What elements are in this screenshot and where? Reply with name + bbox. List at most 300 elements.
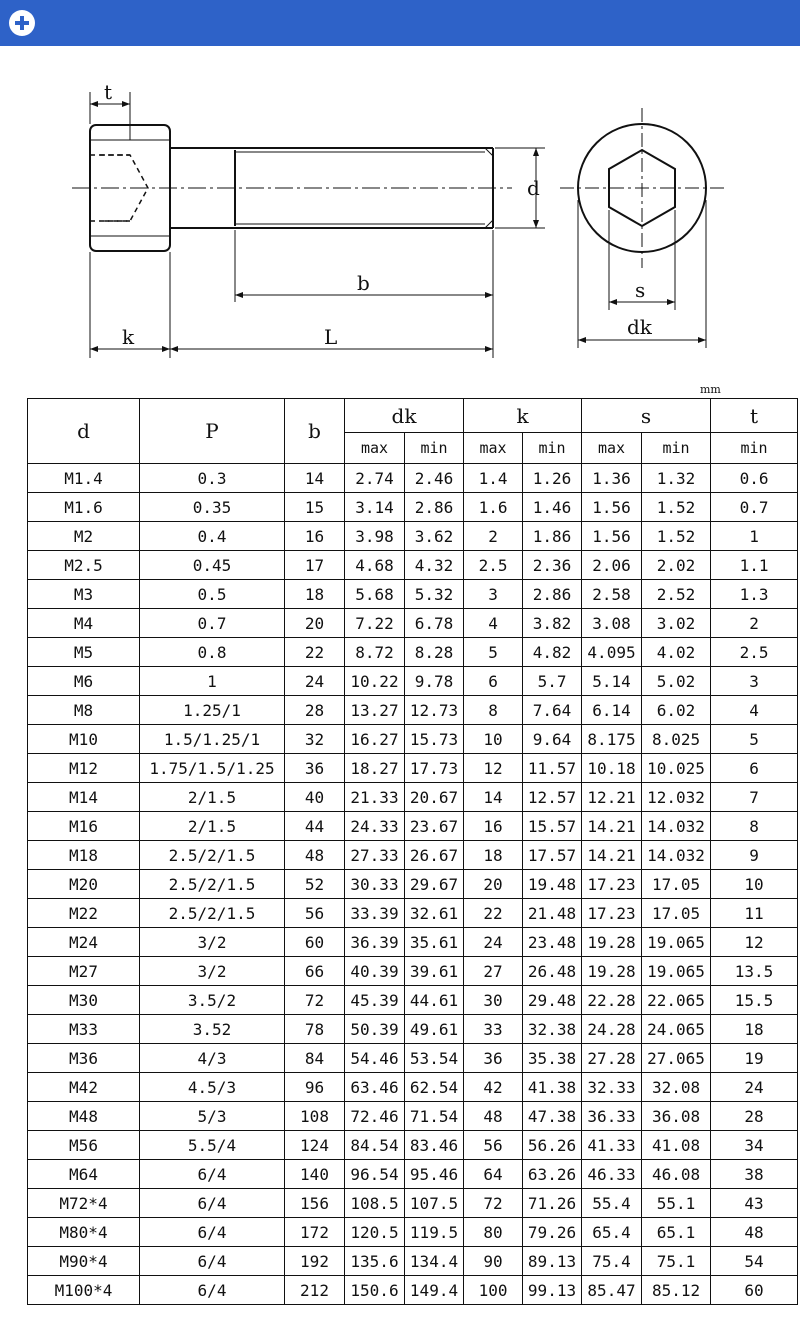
table-cell: 5	[711, 725, 798, 754]
table-cell: 1.25/1	[140, 696, 285, 725]
table-cell: 50.39	[345, 1015, 405, 1044]
table-cell: 156	[285, 1189, 345, 1218]
table-cell: 2.02	[642, 551, 711, 580]
table-cell: 26.48	[523, 957, 582, 986]
table-row	[28, 522, 798, 551]
table-cell: 39.61	[405, 957, 464, 986]
table-cell: 0.35	[140, 493, 285, 522]
table-cell: M12	[28, 754, 140, 783]
table-cell: 27.33	[345, 841, 405, 870]
table-cell: 6	[464, 667, 523, 696]
table-cell: 27.065	[642, 1044, 711, 1073]
header-t-min: min	[711, 433, 798, 464]
table-cell: 14.032	[642, 841, 711, 870]
table-row	[28, 464, 798, 493]
header-k-max: max	[464, 433, 523, 464]
table-cell: 10.025	[642, 754, 711, 783]
table-cell: 21.33	[345, 783, 405, 812]
table-row	[28, 1247, 798, 1276]
table-cell: 12	[464, 754, 523, 783]
table-cell: 30	[464, 986, 523, 1015]
table-cell: 2.86	[523, 580, 582, 609]
table-cell: M1.6	[28, 493, 140, 522]
table-cell: 5.32	[405, 580, 464, 609]
table-cell: 46.08	[642, 1160, 711, 1189]
table-cell: 2/1.5	[140, 812, 285, 841]
table-row	[28, 1044, 798, 1073]
table-row	[28, 696, 798, 725]
table-cell: 34	[711, 1131, 798, 1160]
table-cell: 19.48	[523, 870, 582, 899]
table-cell: 8.025	[642, 725, 711, 754]
table-cell: 120.5	[345, 1218, 405, 1247]
label-s: s	[635, 278, 646, 302]
table-cell: 14.21	[582, 841, 642, 870]
table-cell: 99.13	[523, 1276, 582, 1305]
table-cell: 23.48	[523, 928, 582, 957]
table-cell: 0.4	[140, 522, 285, 551]
table-cell: 44.61	[405, 986, 464, 1015]
table-cell: 19.28	[582, 928, 642, 957]
label-t: t	[104, 80, 113, 104]
table-cell: 1.1	[711, 551, 798, 580]
table-cell: 3/2	[140, 928, 285, 957]
table-cell: 72	[464, 1189, 523, 1218]
table-cell: 24	[285, 667, 345, 696]
table-cell: 90	[464, 1247, 523, 1276]
table-cell: 2.5	[711, 638, 798, 667]
table-cell: 0.7	[140, 609, 285, 638]
table-cell: 28	[711, 1102, 798, 1131]
table-cell: M42	[28, 1073, 140, 1102]
table-cell: 8.175	[582, 725, 642, 754]
table-cell: 1	[711, 522, 798, 551]
table-cell: 2.5/2/1.5	[140, 841, 285, 870]
table-cell: 1.56	[582, 522, 642, 551]
table-cell: 36.08	[642, 1102, 711, 1131]
table-cell: 18.27	[345, 754, 405, 783]
table-cell: 22.28	[582, 986, 642, 1015]
table-row	[28, 1218, 798, 1247]
table-cell: 22	[464, 899, 523, 928]
table-cell: 6.14	[582, 696, 642, 725]
header-s-max: max	[582, 433, 642, 464]
table-cell: 6.78	[405, 609, 464, 638]
table-cell: 4.32	[405, 551, 464, 580]
label-dk: dk	[627, 315, 652, 339]
table-cell: 2.36	[523, 551, 582, 580]
table-cell: M14	[28, 783, 140, 812]
table-cell: 6/4	[140, 1276, 285, 1305]
table-cell: M48	[28, 1102, 140, 1131]
table-cell: 119.5	[405, 1218, 464, 1247]
table-cell: 134.4	[405, 1247, 464, 1276]
table-row	[28, 957, 798, 986]
table-cell: 54	[711, 1247, 798, 1276]
table-cell: 6/4	[140, 1247, 285, 1276]
table-cell: 89.13	[523, 1247, 582, 1276]
table-cell: M10	[28, 725, 140, 754]
table-cell: 5.5/4	[140, 1131, 285, 1160]
table-cell: 3.98	[345, 522, 405, 551]
table-cell: 12	[711, 928, 798, 957]
label-L: L	[324, 325, 338, 349]
table-cell: 63.26	[523, 1160, 582, 1189]
table-cell: 78	[285, 1015, 345, 1044]
table-cell: 3.02	[642, 609, 711, 638]
table-cell: 14	[285, 464, 345, 493]
table-cell: 29.48	[523, 986, 582, 1015]
table-cell: 60	[285, 928, 345, 957]
table-cell: 45.39	[345, 986, 405, 1015]
table-cell: 41.33	[582, 1131, 642, 1160]
table-cell: 212	[285, 1276, 345, 1305]
table-cell: 6/4	[140, 1160, 285, 1189]
table-cell: 1.52	[642, 522, 711, 551]
table-cell: 17	[285, 551, 345, 580]
table-cell: 7	[711, 783, 798, 812]
table-cell: 15	[285, 493, 345, 522]
table-cell: 3/2	[140, 957, 285, 986]
table-cell: 107.5	[405, 1189, 464, 1218]
table-cell: 65.4	[582, 1218, 642, 1247]
table-cell: 6/4	[140, 1218, 285, 1247]
table-row	[28, 725, 798, 754]
header-s-min: min	[642, 433, 711, 464]
table-row	[28, 1073, 798, 1102]
table-cell: 41.08	[642, 1131, 711, 1160]
table-cell: 1.5/1.25/1	[140, 725, 285, 754]
table-row	[28, 1015, 798, 1044]
table-cell: 11.57	[523, 754, 582, 783]
header-k: k	[464, 399, 582, 433]
table-cell: 11	[711, 899, 798, 928]
table-cell: 2.52	[642, 580, 711, 609]
table-cell: 13.27	[345, 696, 405, 725]
table-cell: 3	[464, 580, 523, 609]
table-cell: 4/3	[140, 1044, 285, 1073]
table-cell: 2.06	[582, 551, 642, 580]
table-cell: 21.48	[523, 899, 582, 928]
table-cell: 36	[285, 754, 345, 783]
table-cell: 65.1	[642, 1218, 711, 1247]
table-cell: 8.28	[405, 638, 464, 667]
table-cell: 19.065	[642, 928, 711, 957]
header-b: b	[285, 399, 345, 464]
table-cell: 2.86	[405, 493, 464, 522]
table-cell: M24	[28, 928, 140, 957]
table-cell: 32	[285, 725, 345, 754]
table-cell: M33	[28, 1015, 140, 1044]
table-cell: 49.61	[405, 1015, 464, 1044]
table-cell: M2.5	[28, 551, 140, 580]
table-cell: 36	[464, 1044, 523, 1073]
table-cell: 24	[711, 1073, 798, 1102]
table-cell: 47.38	[523, 1102, 582, 1131]
table-cell: 28	[285, 696, 345, 725]
table-cell: 48	[285, 841, 345, 870]
header-dk: dk	[345, 399, 464, 433]
table-cell: 5.7	[523, 667, 582, 696]
table-cell: 2	[711, 609, 798, 638]
table-cell: 48	[711, 1218, 798, 1247]
label-k: k	[122, 325, 135, 349]
table-cell: 4.5/3	[140, 1073, 285, 1102]
table-cell: 72.46	[345, 1102, 405, 1131]
table-cell: 4.095	[582, 638, 642, 667]
table-cell: M20	[28, 870, 140, 899]
table-cell: 18	[464, 841, 523, 870]
table-cell: 14.21	[582, 812, 642, 841]
table-cell: 3.5/2	[140, 986, 285, 1015]
table-row	[28, 870, 798, 899]
table-cell: 48	[464, 1102, 523, 1131]
table-cell: 5	[464, 638, 523, 667]
table-cell: 1.46	[523, 493, 582, 522]
table-cell: 36.39	[345, 928, 405, 957]
table-row	[28, 986, 798, 1015]
table-cell: 12.57	[523, 783, 582, 812]
table-cell: 33	[464, 1015, 523, 1044]
table-cell: 1.75/1.5/1.25	[140, 754, 285, 783]
unit-label: mm	[700, 383, 721, 396]
table-cell: M4	[28, 609, 140, 638]
table-cell: 84.54	[345, 1131, 405, 1160]
table-cell: 12.73	[405, 696, 464, 725]
table-cell: M3	[28, 580, 140, 609]
table-cell: 2.5/2/1.5	[140, 899, 285, 928]
table-cell: 17.57	[523, 841, 582, 870]
plus-circle-icon[interactable]	[9, 10, 35, 36]
table-cell: 1.6	[464, 493, 523, 522]
table-cell: M36	[28, 1044, 140, 1073]
table-cell: 32.33	[582, 1073, 642, 1102]
table-cell: 2.74	[345, 464, 405, 493]
table-cell: 0.6	[711, 464, 798, 493]
table-cell: 5/3	[140, 1102, 285, 1131]
table-cell: 1.36	[582, 464, 642, 493]
table-cell: 19.28	[582, 957, 642, 986]
table-cell: 63.46	[345, 1073, 405, 1102]
table-body	[28, 464, 798, 1305]
table-cell: 35.61	[405, 928, 464, 957]
table-cell: 19	[711, 1044, 798, 1073]
table-cell: 60	[711, 1276, 798, 1305]
table-cell: 62.54	[405, 1073, 464, 1102]
table-cell: 7.22	[345, 609, 405, 638]
table-row	[28, 754, 798, 783]
table-cell: 40	[285, 783, 345, 812]
table-cell: 20	[464, 870, 523, 899]
table-cell: M22	[28, 899, 140, 928]
table-cell: 71.26	[523, 1189, 582, 1218]
table-cell: 27.28	[582, 1044, 642, 1073]
table-cell: 85.47	[582, 1276, 642, 1305]
table-cell: M18	[28, 841, 140, 870]
table-row	[28, 1189, 798, 1218]
header-t: t	[711, 399, 798, 433]
table-cell: 1.26	[523, 464, 582, 493]
table-cell: 10	[711, 870, 798, 899]
table-cell: 0.8	[140, 638, 285, 667]
table-cell: 135.6	[345, 1247, 405, 1276]
table-row	[28, 812, 798, 841]
table-cell: 2	[464, 522, 523, 551]
table-cell: 20.67	[405, 783, 464, 812]
table-cell: 100	[464, 1276, 523, 1305]
table-row	[28, 1102, 798, 1131]
table-cell: 26.67	[405, 841, 464, 870]
table-cell: 4.82	[523, 638, 582, 667]
table-cell: 3	[711, 667, 798, 696]
header-dk-max: max	[345, 433, 405, 464]
table-cell: 2/1.5	[140, 783, 285, 812]
table-cell: 9.78	[405, 667, 464, 696]
table-cell: 3.14	[345, 493, 405, 522]
table-cell: 22.065	[642, 986, 711, 1015]
table-cell: M100*4	[28, 1276, 140, 1305]
table-cell: 4.68	[345, 551, 405, 580]
table-cell: M80*4	[28, 1218, 140, 1247]
table-cell: 79.26	[523, 1218, 582, 1247]
table-cell: 17.73	[405, 754, 464, 783]
table-cell: M1.4	[28, 464, 140, 493]
table-cell: 85.12	[642, 1276, 711, 1305]
table-cell: 2.5	[464, 551, 523, 580]
table-cell: 3.52	[140, 1015, 285, 1044]
table-cell: 80	[464, 1218, 523, 1247]
table-cell: 36.33	[582, 1102, 642, 1131]
table-row	[28, 580, 798, 609]
table-cell: M56	[28, 1131, 140, 1160]
table-cell: 3.08	[582, 609, 642, 638]
table-row	[28, 493, 798, 522]
table-row	[28, 1131, 798, 1160]
table-row	[28, 928, 798, 957]
table-row	[28, 1276, 798, 1305]
header-bar	[0, 0, 800, 46]
table-cell: M30	[28, 986, 140, 1015]
screw-spec-table	[27, 398, 798, 1305]
table-cell: 56	[285, 899, 345, 928]
table-cell: 64	[464, 1160, 523, 1189]
table-cell: 19.065	[642, 957, 711, 986]
table-cell: 14.032	[642, 812, 711, 841]
table-cell: 5.68	[345, 580, 405, 609]
header-dk-min: min	[405, 433, 464, 464]
table-cell: M6	[28, 667, 140, 696]
table-cell: 150.6	[345, 1276, 405, 1305]
table-cell: 6.02	[642, 696, 711, 725]
table-cell: 3.82	[523, 609, 582, 638]
table-cell: 32.61	[405, 899, 464, 928]
table-cell: 54.46	[345, 1044, 405, 1073]
screw-drawing	[0, 60, 800, 380]
table-cell: 12.21	[582, 783, 642, 812]
table-cell: 35.38	[523, 1044, 582, 1073]
table-cell: 24.28	[582, 1015, 642, 1044]
table-cell: 23.67	[405, 812, 464, 841]
table-cell: 5.14	[582, 667, 642, 696]
header-s: s	[582, 399, 711, 433]
table-row	[28, 1160, 798, 1189]
table-cell: 24.065	[642, 1015, 711, 1044]
table-row	[28, 783, 798, 812]
table-cell: 27	[464, 957, 523, 986]
table-cell: 72	[285, 986, 345, 1015]
table-cell: 32.08	[642, 1073, 711, 1102]
table-cell: 24.33	[345, 812, 405, 841]
table-cell: 4	[711, 696, 798, 725]
table-cell: 30.33	[345, 870, 405, 899]
table-cell: 17.05	[642, 870, 711, 899]
table-cell: M2	[28, 522, 140, 551]
table-cell: 14	[464, 783, 523, 812]
table-cell: M90*4	[28, 1247, 140, 1276]
table-cell: M8	[28, 696, 140, 725]
table-cell: 0.7	[711, 493, 798, 522]
table-cell: 2.46	[405, 464, 464, 493]
table-cell: 15.5	[711, 986, 798, 1015]
table-cell: 172	[285, 1218, 345, 1247]
table-cell: 0.45	[140, 551, 285, 580]
table-cell: 38	[711, 1160, 798, 1189]
table-cell: 16	[464, 812, 523, 841]
table-cell: 1.32	[642, 464, 711, 493]
table-cell: 1.4	[464, 464, 523, 493]
table-cell: 43	[711, 1189, 798, 1218]
table-cell: M72*4	[28, 1189, 140, 1218]
table-cell: 17.23	[582, 870, 642, 899]
table-cell: 16	[285, 522, 345, 551]
table-cell: 10.22	[345, 667, 405, 696]
table-cell: 83.46	[405, 1131, 464, 1160]
table-cell: 108.5	[345, 1189, 405, 1218]
table-cell: 10	[464, 725, 523, 754]
header-d: d	[28, 399, 140, 464]
label-d: d	[527, 176, 540, 200]
table-cell: 75.4	[582, 1247, 642, 1276]
table-cell: 33.39	[345, 899, 405, 928]
table-cell: 13.5	[711, 957, 798, 986]
table-cell: 9.64	[523, 725, 582, 754]
table-cell: 0.3	[140, 464, 285, 493]
table-cell: 6/4	[140, 1189, 285, 1218]
table-cell: 20	[285, 609, 345, 638]
table-cell: 15.57	[523, 812, 582, 841]
table-cell: 84	[285, 1044, 345, 1073]
table-cell: 56	[464, 1131, 523, 1160]
header-k-min: min	[523, 433, 582, 464]
table-cell: 55.1	[642, 1189, 711, 1218]
table-cell: 24	[464, 928, 523, 957]
table-cell: 22	[285, 638, 345, 667]
table-cell: 17.05	[642, 899, 711, 928]
table-cell: 16.27	[345, 725, 405, 754]
table-cell: 4	[464, 609, 523, 638]
table-cell: 41.38	[523, 1073, 582, 1102]
table-cell: 75.1	[642, 1247, 711, 1276]
table-cell: 42	[464, 1073, 523, 1102]
table-cell: 55.4	[582, 1189, 642, 1218]
table-cell: M16	[28, 812, 140, 841]
table-cell: 40.39	[345, 957, 405, 986]
table-cell: 2.58	[582, 580, 642, 609]
table-cell: 8.72	[345, 638, 405, 667]
table-cell: 192	[285, 1247, 345, 1276]
table-cell: 18	[285, 580, 345, 609]
table-cell: 29.67	[405, 870, 464, 899]
